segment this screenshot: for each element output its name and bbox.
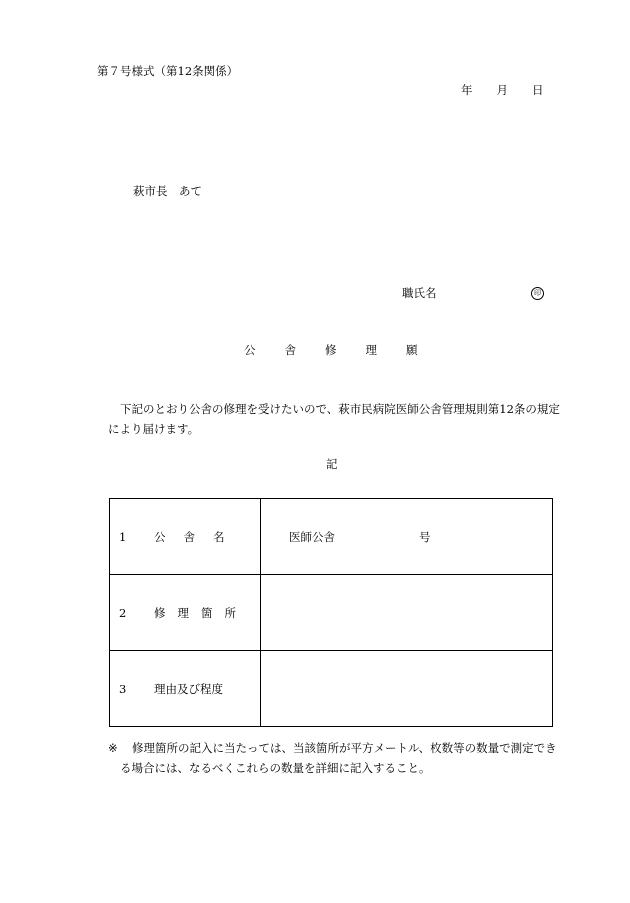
row-number: 1: [119, 529, 127, 544]
row-number: 3: [119, 681, 127, 696]
title-char: 修: [325, 343, 337, 357]
date-month: 月: [496, 83, 508, 97]
table-row: [110, 575, 553, 651]
row-value-cell: [261, 651, 553, 727]
row-value: 医師公舎: [289, 529, 335, 544]
row-value-suffix: 号: [419, 529, 431, 544]
title-char: 理: [365, 343, 377, 357]
ki-heading: 記: [326, 457, 338, 471]
body-line-1: 下記のとおり公舎の修理を受けたいので、萩市民病院医師公舎管理規則第12条の規定: [120, 402, 560, 416]
row-label: 修 理 箇 所: [154, 605, 236, 620]
row-value-cell: [261, 499, 553, 575]
date-line: [461, 85, 544, 97]
row-label: 理由及び程度: [154, 681, 223, 696]
note-mark: ※: [108, 741, 118, 755]
row-label: 公 舎 名: [154, 529, 225, 544]
note-line-1: 修理箇所の記入に当たっては、当該箇所が平方メートル、枚数等の数量で測定でき: [132, 741, 557, 755]
date-day: 日: [532, 83, 544, 97]
note-line-2: る場合には、なるべくこれらの数量を詳細に記入すること。: [120, 761, 431, 775]
table-row: [110, 651, 553, 727]
row-label-cell: [110, 575, 261, 651]
row-label-cell: [110, 651, 261, 727]
date-year: 年: [461, 83, 473, 97]
body-paragraph: [108, 399, 578, 439]
items-table: [109, 498, 553, 727]
row-value-cell: [261, 575, 553, 651]
title-char: 公: [244, 343, 256, 357]
row-label-cell: [110, 499, 261, 575]
row-number: 2: [119, 605, 127, 620]
title-char: 願: [406, 343, 418, 357]
body-line-2: により届けます。: [108, 422, 200, 436]
addressee: 萩市長 あて: [133, 184, 202, 198]
footnote: [108, 738, 583, 778]
document-title: [244, 345, 418, 357]
table-row: [110, 499, 553, 575]
seal-mark-icon: 印: [531, 287, 544, 300]
title-char: 舎: [284, 343, 296, 357]
signature-label: 職氏名: [402, 286, 437, 300]
form-number: 第７号様式（第12条関係）: [97, 64, 239, 78]
